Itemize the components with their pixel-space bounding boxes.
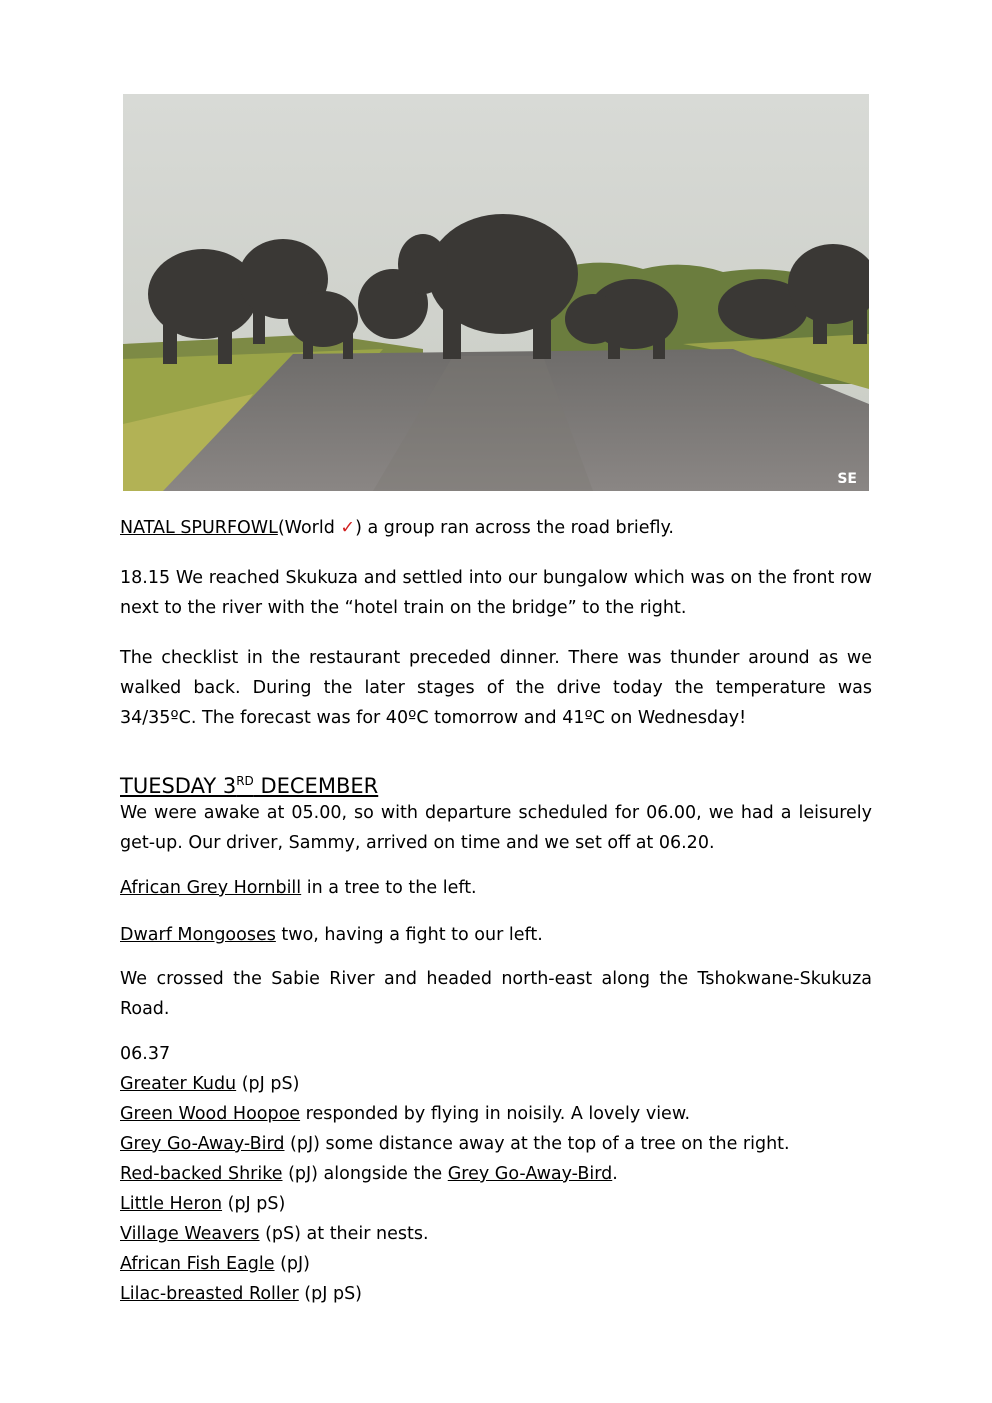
paragraph-checklist: The checklist in the restaurant preceded dinner. There was thunder around as we walked back. During the later stages of the drive today the temperature was 34/35ºC. The forecast was for 40ºC tomorrow and 41ºC on Wednesday! <box>120 648 872 728</box>
text: (pJ pS) <box>236 1074 300 1094</box>
paragraph-crossing: We crossed the Sabie River and headed north-east along the Tshokwane-Skukuza Road. <box>120 969 872 1019</box>
species-link: Green Wood Hoopoe <box>120 1104 301 1124</box>
heading-sup: RD <box>236 774 254 788</box>
text: responded by flying in noisily. A lovely view. <box>300 1104 691 1124</box>
list-item <box>120 1129 872 1159</box>
sightings-list <box>120 1039 872 1309</box>
list-item <box>120 1189 872 1219</box>
text: (World <box>277 518 341 538</box>
text: . <box>612 1164 618 1184</box>
heading-text: DECEMBER <box>253 774 379 798</box>
species-link: NATAL SPURFOWL <box>120 518 278 538</box>
text: (pS) at their nests. <box>259 1224 429 1244</box>
species-link: Red-backed Shrike <box>120 1164 283 1184</box>
text: ) a group ran across the road briefly. <box>355 518 674 538</box>
heading-text: TUESDAY 3 <box>120 774 237 798</box>
list-item <box>120 1099 872 1129</box>
text: (pJ pS) <box>222 1194 286 1214</box>
species-link: Little Heron <box>120 1194 223 1214</box>
species-link: Greater Kudu <box>120 1074 237 1094</box>
species-link: Grey Go-Away-Bird <box>447 1164 613 1184</box>
check-mark-icon: ✓ <box>340 518 356 538</box>
species-link: Grey Go-Away-Bird <box>120 1134 285 1154</box>
list-item <box>120 1279 872 1309</box>
species-link: African Grey Hornbill <box>120 878 302 898</box>
photo-credit: SE <box>837 471 857 487</box>
paragraph-intro: We were awake at 05.00, so with departure scheduled for 06.00, we had a leisurely get-up. Our driver, Sammy, arrived on time and we set off at 06.20. <box>120 803 872 853</box>
paragraph-mongoose <box>120 920 872 950</box>
paragraph-hornbill <box>120 873 872 903</box>
time-stamp: 06.37 <box>120 1044 171 1064</box>
elephant-photo-illustration <box>123 94 869 491</box>
elephant-photo <box>123 94 869 491</box>
paragraph-skukuza: 18.15 We reached Skukuza and settled into our bungalow which was on the front row next to the river with the “hotel train on the bridge” to the right. <box>120 568 872 618</box>
list-item <box>120 1249 872 1279</box>
list-item <box>120 1159 872 1189</box>
list-item <box>120 1219 872 1249</box>
text: (pJ) some distance away at the top of a tree on the right. <box>284 1134 790 1154</box>
day-heading <box>120 766 378 801</box>
list-item <box>120 1069 872 1099</box>
text: (pJ pS) <box>298 1284 363 1304</box>
species-link: African Fish Eagle <box>120 1254 275 1274</box>
text: (pJ) <box>274 1254 311 1274</box>
species-link: Village Weavers <box>120 1224 260 1244</box>
species-link: Dwarf Mongooses <box>120 925 276 945</box>
text: (pJ) alongside the <box>282 1164 448 1184</box>
paragraph-natal-spurfowl <box>120 513 872 543</box>
text: in a tree to the left. <box>301 878 477 898</box>
text: two, having a fight to our left. <box>275 925 543 945</box>
species-link: Lilac-breasted Roller <box>120 1284 299 1304</box>
